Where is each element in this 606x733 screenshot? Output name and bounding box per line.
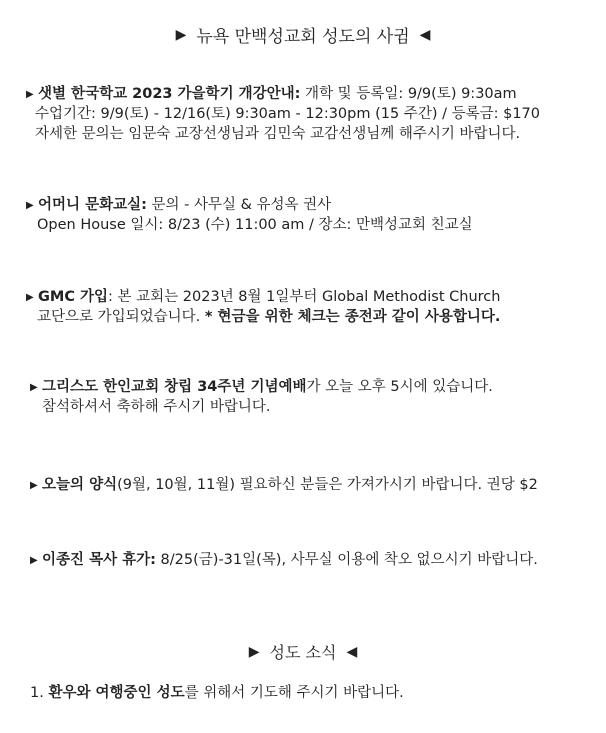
triangle-left-icon: ◀: [419, 26, 431, 43]
announcement-title: 어머니 문화교실:: [38, 197, 147, 213]
news-item: [30, 683, 606, 703]
announcement-text: 자세한 문의는 임문숙 교장선생님과 김민숙 교감선생님께 해주시기 바랍니다.: [35, 126, 521, 142]
bullet-icon: ▶: [26, 200, 34, 211]
news-section-title-text: 성도 소식: [269, 643, 337, 662]
bullet-icon: ▶: [30, 382, 38, 393]
bullet-icon: ▶: [30, 555, 38, 566]
announcement-gmc: [26, 287, 606, 327]
announcement-note: * 현금을 위한 체크는 종전과 같이 사용합니다.: [204, 309, 501, 325]
bullet-icon: ▶: [26, 292, 34, 303]
announcement-title: 그리스도 한인교회 창립 34주년 기념예배: [42, 379, 307, 395]
announcement-text: 교단으로 가입되었습니다.: [37, 309, 205, 325]
announcement-text: 가 오늘 오후 5시에 있습니다.: [306, 379, 493, 395]
announcement-title: 오늘의 양식: [42, 477, 118, 493]
news-item-number: 1.: [30, 685, 44, 701]
bullet-icon: ▶: [30, 480, 38, 491]
announcement-title: 샛별 한국학교 2023 가을학기 개강안내:: [38, 86, 301, 102]
triangle-left-icon: ◀: [346, 643, 358, 660]
page-title: [0, 22, 606, 47]
announcement-mothers-class: [26, 195, 606, 235]
news-item-text: 를 위해서 기도해 주시기 바랍니다.: [184, 685, 404, 701]
triangle-right-icon: ▶: [175, 26, 187, 43]
news-section-title: [0, 640, 606, 663]
announcement-text: (9월, 10월, 11월) 필요하신 분들은 가져가시기 바랍니다. 권당 $2: [117, 477, 538, 493]
announcement-text: 개학 및 등록일: 9/9(토) 9:30am: [300, 86, 517, 102]
news-item-title: 환우와 여행중인 성도: [48, 685, 185, 701]
announcement-korean-school: [26, 84, 606, 144]
bullet-icon: ▶: [26, 89, 34, 100]
announcement-text: : 본 교회는 2023년 8월 1일부터 Global Methodist Church: [108, 289, 501, 305]
announcement-text: 수업기간: 9/9(토) - 12/16(토) 9:30am - 12:30pm (15 주간) / 등록금: $170: [35, 106, 541, 122]
announcement-text: Open House 일시: 8/23 (수) 11:00 am / 장소: 만백성교회 친교실: [37, 217, 473, 233]
announcement-text: 문의 - 사무실 & 유성옥 권사: [146, 197, 332, 213]
page-title-text: 뉴욕 만백성교회 성도의 사귐: [196, 27, 410, 47]
triangle-right-icon: ▶: [248, 643, 260, 660]
announcement-text: 8/25(금)-31일(목), 사무실 이용에 착오 없으시기 바랍니다.: [155, 552, 538, 568]
announcement-text: 참석하셔서 축하해 주시기 바랍니다.: [42, 399, 271, 415]
announcement-pastor-vacation: [30, 550, 606, 570]
announcement-title: 이종진 목사 휴가:: [42, 552, 156, 568]
announcement-daily-bread: [30, 475, 606, 495]
announcement-title: GMC 가입: [38, 289, 109, 305]
announcement-anniversary: [30, 377, 606, 417]
